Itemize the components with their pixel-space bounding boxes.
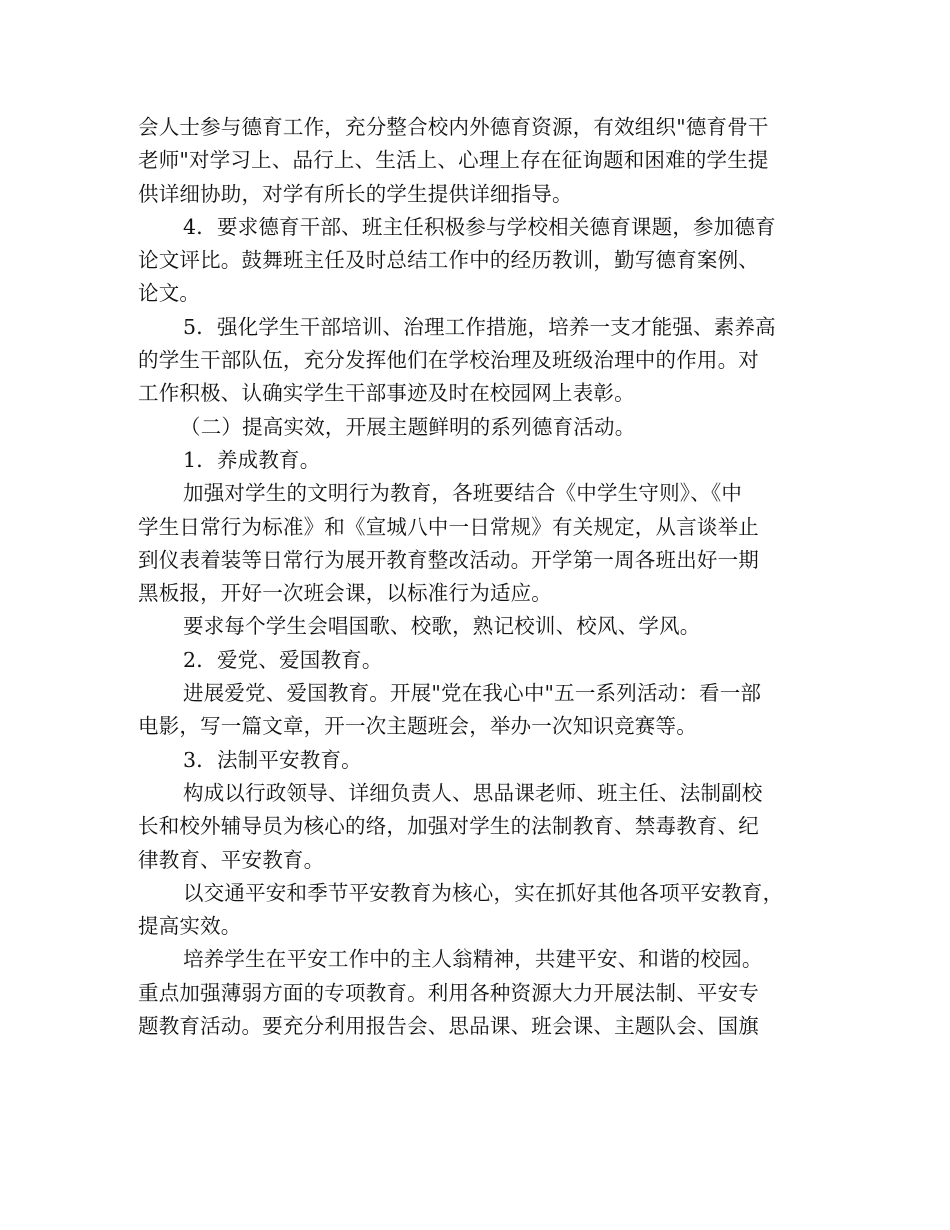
text-line: 题教育活动。要充分利用报告会、思品课、班会课、主题队会、国旗 — [138, 1014, 759, 1039]
text-line: 以交通平安和季节平安教育为核心，实在抓好其他各项平安教育， — [183, 880, 784, 905]
section-heading: （二）提高实效，开展主题鲜明的系列德育活动。 — [180, 414, 636, 439]
text-line: 重点加强薄弱方面的专项教育。利用各种资源大力开展法制、平安专 — [138, 980, 759, 1005]
text-line: 要求每个学生会唱国歌、校歌，熟记校训、校风、学风。 — [183, 614, 701, 639]
text-line: 黑板报，开好一次班会课，以标准行为适应。 — [138, 581, 552, 606]
text-line: 供详细协助，对学有所长的学生提供详细指导。 — [138, 181, 573, 206]
text-line: 电影，写一篇文章，开一次主题班会，举办一次知识竞赛等。 — [138, 714, 697, 739]
text-line: 进展爱党、爱国教育。开展"党在我心中"五一系列活动：看一部 — [183, 681, 762, 706]
document-body — [138, 111, 828, 1043]
subsection-heading: 3．法制平安教育。 — [183, 747, 362, 772]
text-line: 律教育、平安教育。 — [138, 847, 325, 872]
text-line: 长和校外辅导员为核心的络，加强对学生的法制教育、禁毒教育、纪 — [138, 814, 759, 839]
text-line: 培养学生在平安工作中的主人翁精神，共建平安、和谐的校园。 — [183, 947, 763, 972]
text-line: 论文评比。鼓舞班主任及时总结工作中的经历教训，勤写德育案例、 — [138, 248, 759, 273]
text-line: 提高实效。 — [138, 914, 242, 939]
text-line: 学生日常行为标准》和《宣城八中一日常规》有关规定，从言谈举止 — [138, 514, 759, 539]
subsection-heading: 1．养成教育。 — [183, 447, 321, 472]
text-line: 工作积极、认确实学生干部事迹及时在校园网上表彰。 — [138, 381, 635, 406]
text-line: 构成以行政领导、详细负责人、思品课老师、班主任、法制副校 — [183, 780, 763, 805]
list-item-5: 5．强化学生干部培训、治理工作措施，培养一支才能强、素养高 — [183, 314, 776, 339]
subsection-heading: 2．爱党、爱国教育。 — [183, 647, 383, 672]
text-line: 论文。 — [138, 281, 201, 306]
text-line: 到仪表着装等日常行为展开教育整改活动。开学第一周各班出好一期 — [138, 547, 759, 572]
list-item-4: 4．要求德育干部、班主任积极参与学校相关德育课题，参加德育 — [183, 214, 776, 239]
text-line: 加强对学生的文明行为教育，各班要结合《中学生守则》、《中 — [183, 481, 743, 506]
text-line: 老师"对学习上、品行上、生活上、心理上存在征询题和困难的学生提 — [138, 148, 769, 173]
text-line: 的学生干部队伍，充分发挥他们在学校治理及班级治理中的作用。对 — [138, 348, 759, 373]
text-line: 会人士参与德育工作，充分整合校内外德育资源，有效组织"德育骨干 — [138, 115, 769, 139]
